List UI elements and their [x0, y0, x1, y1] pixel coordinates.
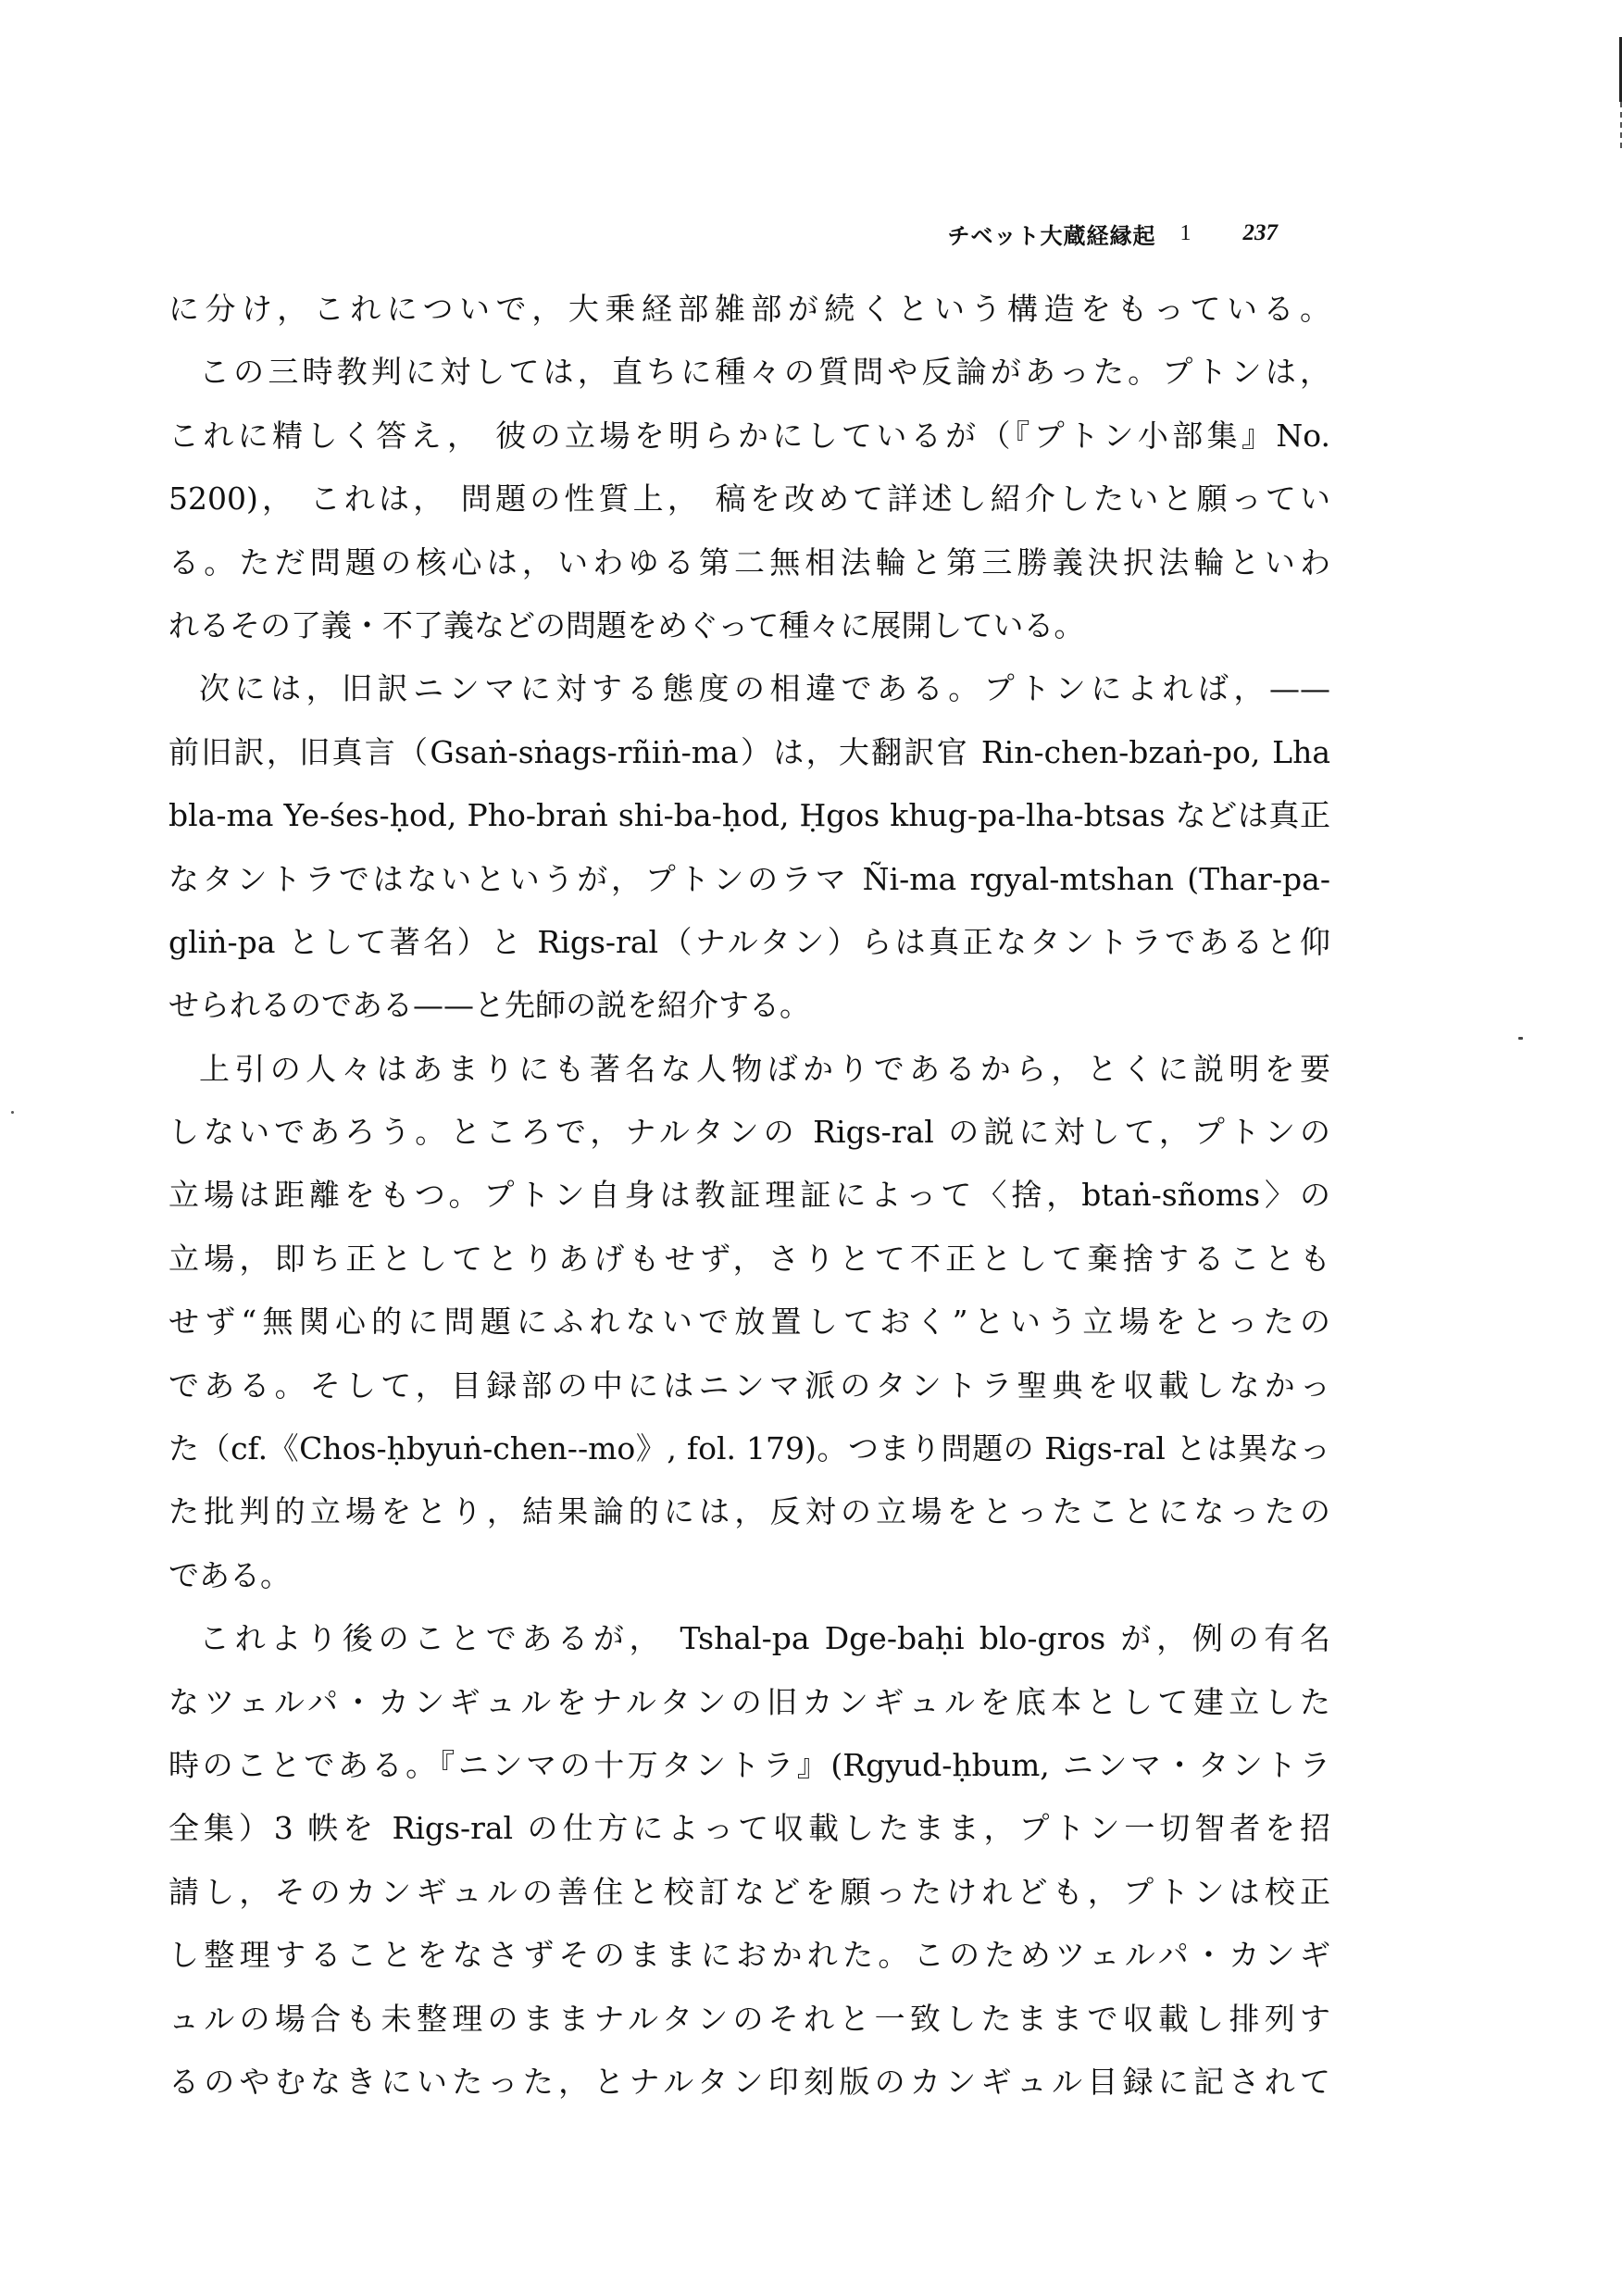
text-line: bla-ma Ye-śes-ḥod, Pho-braṅ shi-ba-ḥod, Ḥgos khug-pa-lha-btsas などは真正	[168, 797, 1330, 834]
scan-speck	[1518, 1037, 1523, 1040]
text-line: これより後のことであるが， Tshal-pa Dge-baḥi blo-gros が，例の有名	[199, 1620, 1330, 1657]
text-line: 5200)， これは， 問題の性質上， 稿を改めて詳述し紹介したいと願ってい	[168, 480, 1330, 518]
body-text	[168, 278, 1330, 2114]
text-line: である。そして，目録部の中にはニンマ派のタントラ聖典を収載しなかっ	[168, 1366, 1330, 1404]
text-line: た（cf.《Chos-ḥbyuṅ-chen--mo》, fol. 179)。つまり問題の Rigs-ral とは異なっ	[168, 1430, 1330, 1467]
text-line: 次には，旧訳ニンマに対する態度の相違である。プトンによれば，——	[199, 670, 1330, 707]
scan-speck	[11, 1111, 14, 1114]
text-line: 全集）3 帙を Rigs-ral の仕方によって収載したまま，プトン一切智者を招	[168, 1810, 1330, 1847]
text-line: 時のことである。『ニンマの十万タントラ』(Rgyud-ḥbum, ニンマ・タントラ	[168, 1746, 1330, 1783]
page-header	[889, 215, 1278, 252]
text-line: れるその了義・不了義などの問題をめぐって種々に展開している。	[168, 606, 1085, 643]
text-line: ュルの場合も未整理のままナルタンのそれと一致したままで収載し排列す	[168, 2000, 1330, 2037]
text-line: なタントラではないというが，プトンのラマ Ñi-ma rgyal-mtshan (Thar-pa-	[168, 860, 1330, 897]
text-line: 請し，そのカンギュルの善住と校訂などを願ったけれども，プトンは校正	[168, 1873, 1330, 1910]
page-number: 237	[1242, 220, 1278, 245]
running-title: チベット大蔵経縁起	[947, 221, 1156, 249]
text-line: 立場は距離をもつ。プトン自身は教証理証によって〈捨，btaṅ-sñoms〉の	[168, 1177, 1330, 1214]
text-line: 立場，即ち正としてとりあげもせず，さりとて不正として棄捨することも	[168, 1240, 1330, 1277]
text-line: 前旧訳，旧真言（Gsaṅ-sṅags-rñiṅ-ma）は，大翻訳官 Rin-chen-bzaṅ-po, Lha	[168, 733, 1330, 770]
text-line: せず“無関心的に問題にふれないで放置しておく”という立場をとったの	[168, 1304, 1330, 1341]
text-line: gliṅ-pa として著名）と Rigs-ral（ナルタン）らは真正なタントラであると仰	[168, 923, 1330, 960]
scan-edge-dash	[1618, 102, 1622, 148]
text-line: しないであろう。ところで，ナルタンの Rigs-ral の説に対して，プトンの	[168, 1114, 1330, 1151]
text-line: に分け，これについで，大乗経部雑部が続くという構造をもっている。	[168, 291, 1330, 327]
text-line: し整理することをなさずそのままにおかれた。このためツェルパ・カンギ	[168, 1937, 1330, 1974]
text-line: るのやむなきにいたった，とナルタン印刻版のカンギュル目録に記されて	[168, 2063, 1330, 2100]
text-line: 上引の人々はあまりにも著名な人物ばかりであるから，とくに説明を要	[199, 1050, 1330, 1087]
text-line: なツェルパ・カンギュルをナルタンの旧カンギュルを底本として建立した	[168, 1683, 1330, 1720]
text-line: る。ただ問題の核心は，いわゆる第二無相法輪と第三勝義決択法輪といわ	[168, 543, 1330, 580]
text-line: これに精しく答え， 彼の立場を明らかにしているが（『プトン小部集』No.	[168, 417, 1330, 454]
text-line: た批判的立場をとり，結果論的には，反対の立場をとったことになったの	[168, 1493, 1330, 1530]
text-line: である。	[168, 1556, 291, 1593]
text-line: この三時教判に対しては，直ちに種々の質問や反論があった。プトンは，	[199, 354, 1330, 391]
chapter-number: 1	[1179, 220, 1192, 245]
text-line: せられるのである——と先師の説を紹介する。	[168, 987, 810, 1024]
